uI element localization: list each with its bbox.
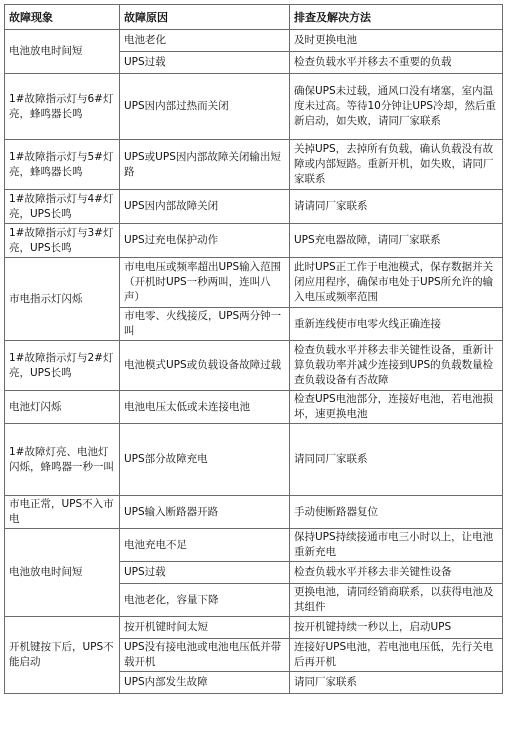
symptom-cell: 电池放电时间短 (5, 529, 120, 617)
header-cause: 故障原因 (120, 5, 290, 30)
fix-cell: 检查负载水平并移去不重要的负载 (290, 52, 503, 74)
symptom-cell: 1#故障指示灯与3#灯亮，UPS长鸣 (5, 224, 120, 258)
symptom-cell: 1#故障灯亮、电池灯闪烁，蜂鸣器一秒一叫 (5, 424, 120, 496)
fix-cell: 检查UPS电池部分，连接好电池，若电池损坏，速更换电池 (290, 391, 503, 424)
fix-cell: 重新连线使市电零火线正确连接 (290, 308, 503, 341)
table-row (5, 224, 503, 258)
cause-cell: UPS过载 (120, 562, 290, 584)
symptom-cell: 1#故障指示灯与5#灯亮，蜂鸣器长鸣 (5, 140, 120, 190)
header-symptom: 故障现象 (5, 5, 120, 30)
fix-cell: 手动使断路器复位 (290, 496, 503, 529)
cause-cell: 市电电压或频率超出UPS输入范围（开机时UPS一秒两叫，连叫八声） (120, 258, 290, 308)
table-row (5, 391, 503, 424)
cause-cell: 市电零、火线接反，UPS两分钟一叫 (120, 308, 290, 341)
symptom-cell: 电池放电时间短 (5, 30, 120, 74)
cause-cell: UPS输入断路器开路 (120, 496, 290, 529)
table-body (5, 30, 503, 694)
symptom-cell: 市电正常，UPS不入市电 (5, 496, 120, 529)
cause-cell: 电池电压太低或未连接电池 (120, 391, 290, 424)
fix-cell: 检查负载水平并移去非关键性设备，重新计算负载功率并减少连接到UPS的负载数量检查负载设备有否故障 (290, 341, 503, 391)
symptom-cell: 电池灯闪烁 (5, 391, 120, 424)
cause-cell: 电池老化 (120, 30, 290, 52)
table-row (5, 424, 503, 496)
fix-cell: 确保UPS未过载，通风口没有堵塞，室内温度未过高。等待10分钟让UPS冷却，然后重新启动，如失败，请同厂家联系 (290, 74, 503, 140)
cause-cell: UPS因内部故障关闭 (120, 190, 290, 224)
fix-cell: 保持UPS持续接通市电三小时以上，让电池重新充电 (290, 529, 503, 562)
troubleshooting-table (4, 4, 503, 694)
table-row (5, 190, 503, 224)
fix-cell: 及时更换电池 (290, 30, 503, 52)
table-row (5, 258, 503, 308)
table-row (5, 140, 503, 190)
table-row (5, 529, 503, 562)
cause-cell: UPS过充电保护动作 (120, 224, 290, 258)
fix-cell: 连接好UPS电池，若电池电压低，先行关电后再开机 (290, 639, 503, 672)
fix-cell: 更换电池，请同经销商联系，以获得电池及其组件 (290, 584, 503, 617)
fix-cell: UPS充电器故障，请同厂家联系 (290, 224, 503, 258)
fix-cell: 检查负载水平并移去非关键性设备 (290, 562, 503, 584)
cause-cell: UPS部分故障充电 (120, 424, 290, 496)
table-row (5, 74, 503, 140)
cause-cell: UPS因内部过热而关闭 (120, 74, 290, 140)
fix-cell: 请同厂家联系 (290, 672, 503, 694)
cause-cell: 电池模式UPS或负载设备故障过载 (120, 341, 290, 391)
cause-cell: 电池充电不足 (120, 529, 290, 562)
header-fix: 排查及解决方法 (290, 5, 503, 30)
symptom-cell: 1#故障指示灯与2#灯亮，UPS长鸣 (5, 341, 120, 391)
table-row (5, 30, 503, 52)
cause-cell: UPS或UPS因内部故障关闭输出短路 (120, 140, 290, 190)
cause-cell: 电池老化，容量下降 (120, 584, 290, 617)
table-row (5, 496, 503, 529)
fix-cell: 请请同厂家联系 (290, 190, 503, 224)
symptom-cell: 开机键按下后，UPS不能启动 (5, 617, 120, 694)
cause-cell: UPS过载 (120, 52, 290, 74)
cause-cell: 按开机键时间太短 (120, 617, 290, 639)
table-header-row (5, 5, 503, 30)
symptom-cell: 1#故障指示灯与4#灯亮，UPS长鸣 (5, 190, 120, 224)
symptom-cell: 1#故障指示灯与6#灯亮，蜂鸣器长鸣 (5, 74, 120, 140)
table-row (5, 617, 503, 639)
fix-cell: 关掉UPS，去掉所有负载，确认负载没有故障或内部短路。重新开机，如失败，请同厂家联系 (290, 140, 503, 190)
cause-cell: UPS内部发生故障 (120, 672, 290, 694)
fix-cell: 按开机键持续一秒以上，启动UPS (290, 617, 503, 639)
fix-cell: 此时UPS正工作于电池模式，保存数据并关闭应用程序，确保市电处于UPS所允许的输入电压或频率范围 (290, 258, 503, 308)
cause-cell: UPS没有接电池或电池电压低并带载开机 (120, 639, 290, 672)
table-row (5, 341, 503, 391)
fix-cell: 请同同厂家联系 (290, 424, 503, 496)
symptom-cell: 市电指示灯闪烁 (5, 258, 120, 341)
